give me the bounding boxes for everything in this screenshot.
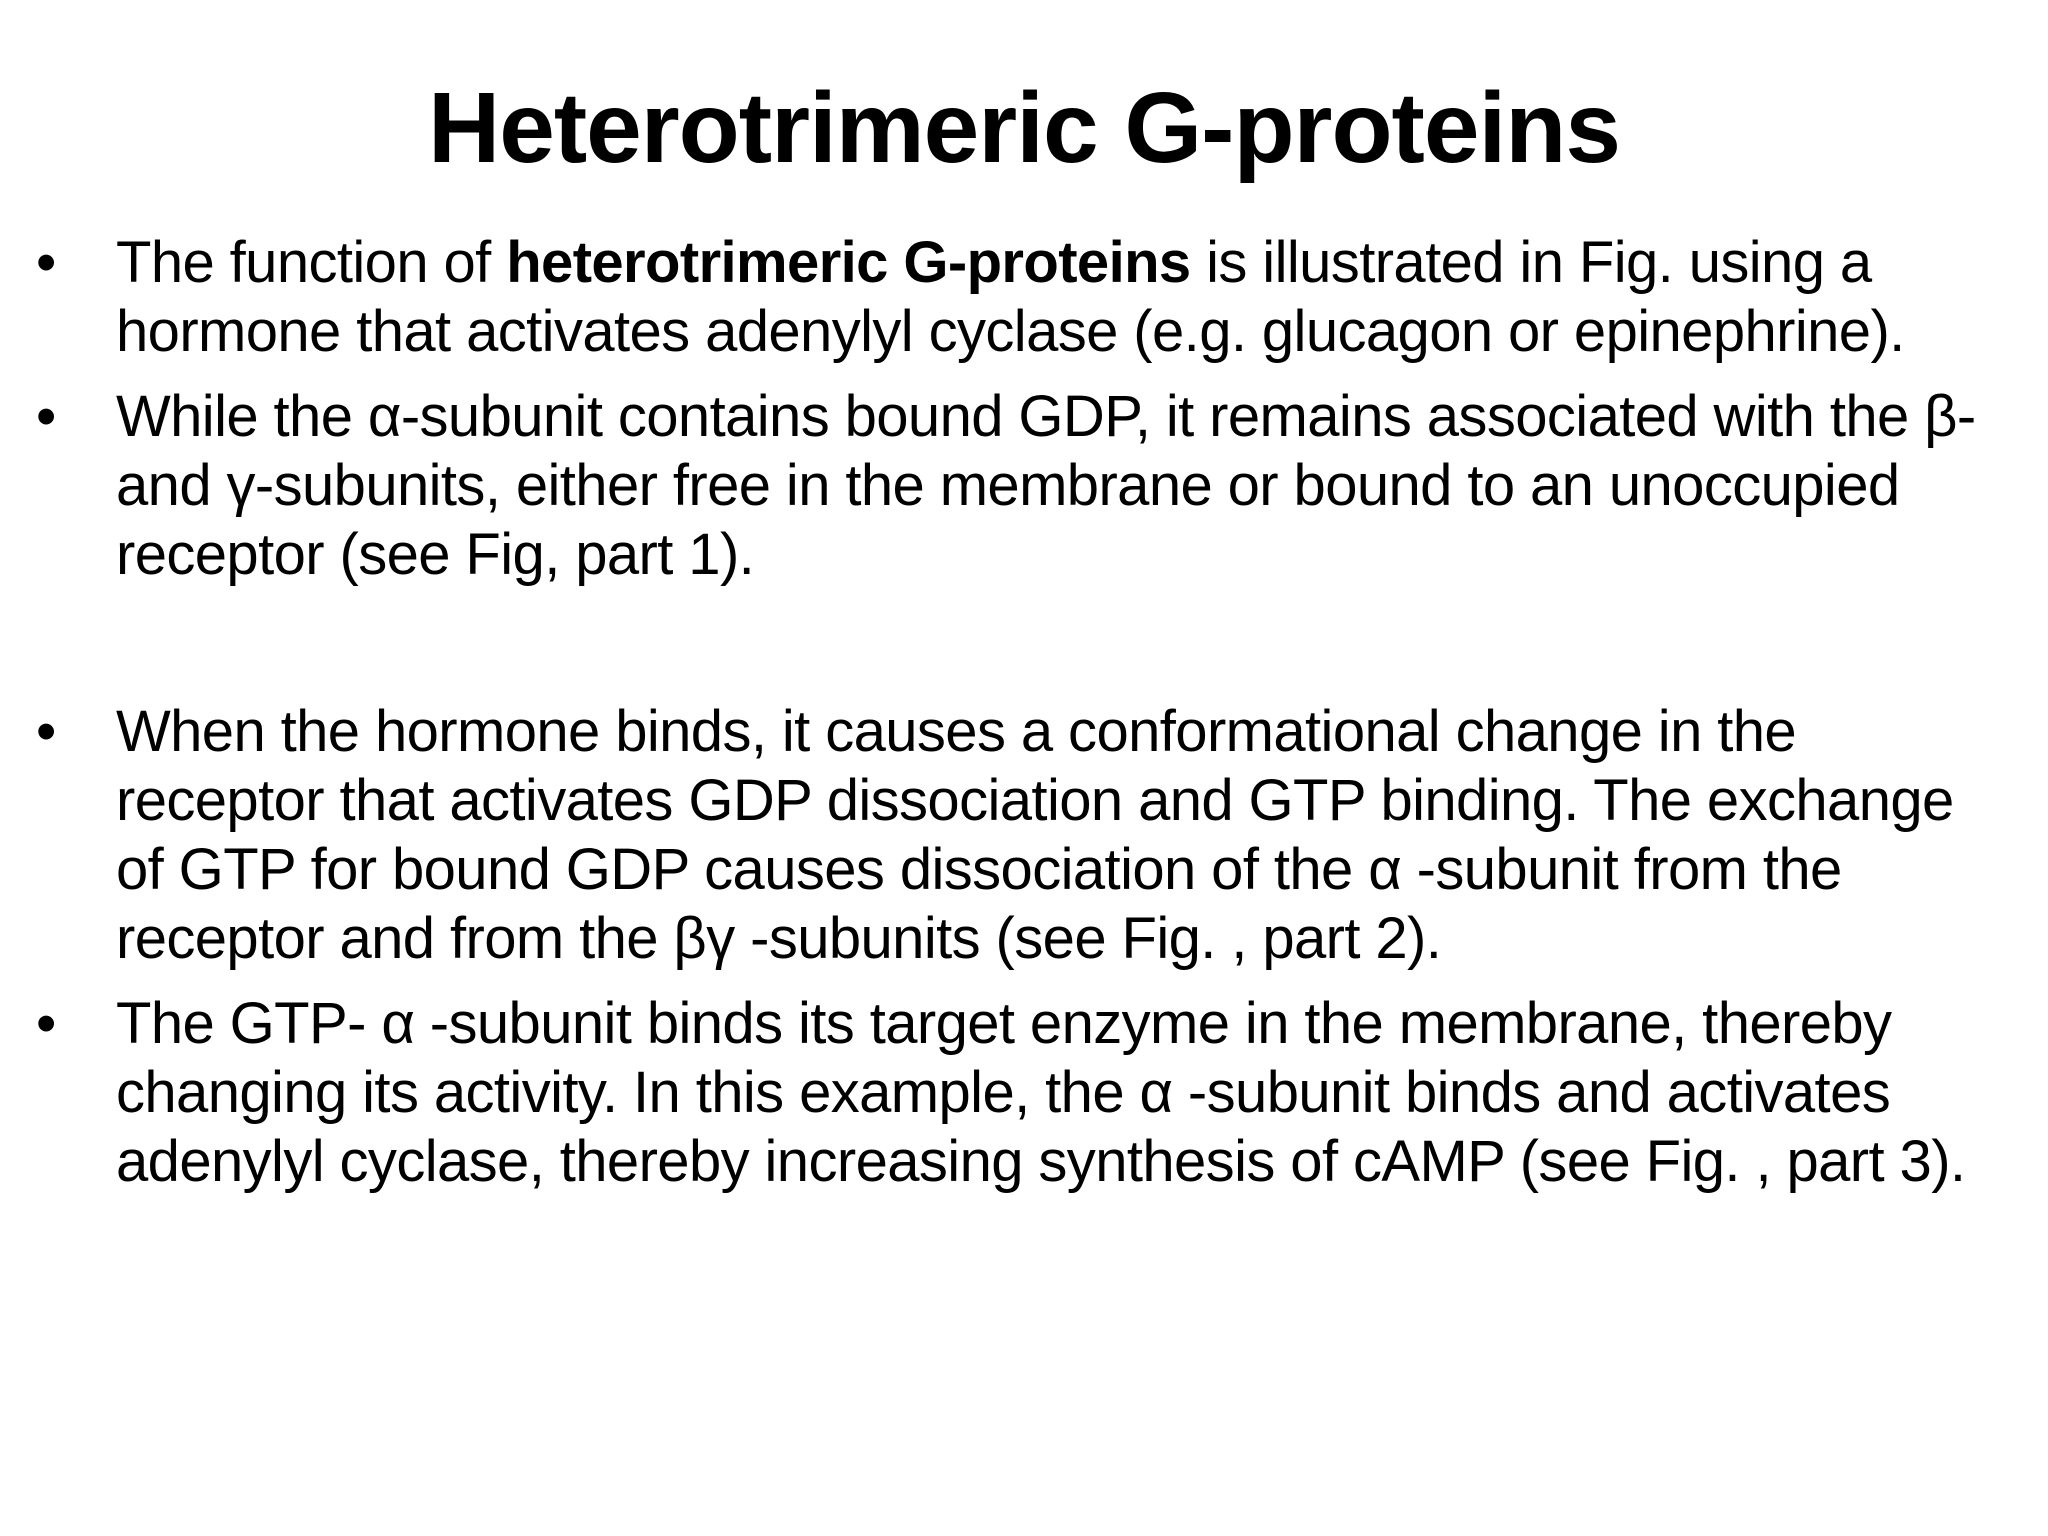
bullet-item-4 (0, 989, 2048, 1196)
bullet-dot-icon: • (36, 384, 56, 449)
slide-title: Heterotrimeric G-proteins (428, 72, 1620, 184)
bullet-item-2 (0, 382, 2048, 589)
bullet-item-1 (0, 228, 2048, 366)
bullet-dot-icon: • (36, 230, 56, 295)
bullet-dot-icon: • (36, 991, 56, 1056)
bullet-4-text: The GTP- α -subunit binds its target enzyme in the membrane, thereby changing its activity. In this example, the α -subunit binds and activates adenylyl cyclase, thereby increasing synthesis of cAMP (see Fig. , part 3). (116, 991, 1966, 1194)
bullet-2-text: While the α-subunit contains bound GDP, it remains associated with the β- and γ-subunits, either free in the membrane or bound to an unoccupied receptor (see Fig, part 1). (116, 384, 1976, 587)
bullet-1-text-post: is illustrated in Fig. using a hormone that activates adenylyl cyclase (e.g. glucagon or epinephrine). (116, 230, 1905, 364)
bullet-dot-icon: • (36, 699, 56, 764)
bullet-1-text-bold: heterotrimeric G-proteins (506, 230, 1191, 295)
bullet-list (0, 228, 2048, 1196)
bullet-item-3 (0, 697, 2048, 973)
bullet-1-text-pre: The function of (116, 230, 507, 295)
bullet-3-text: When the hormone binds, it causes a conformational change in the receptor that activates GDP dissociation and GTP binding. The exchange of GTP for bound GDP causes dissociation of the α -subunit from the receptor and from the βγ -subunits (see Fig. , part 2). (116, 699, 1954, 971)
